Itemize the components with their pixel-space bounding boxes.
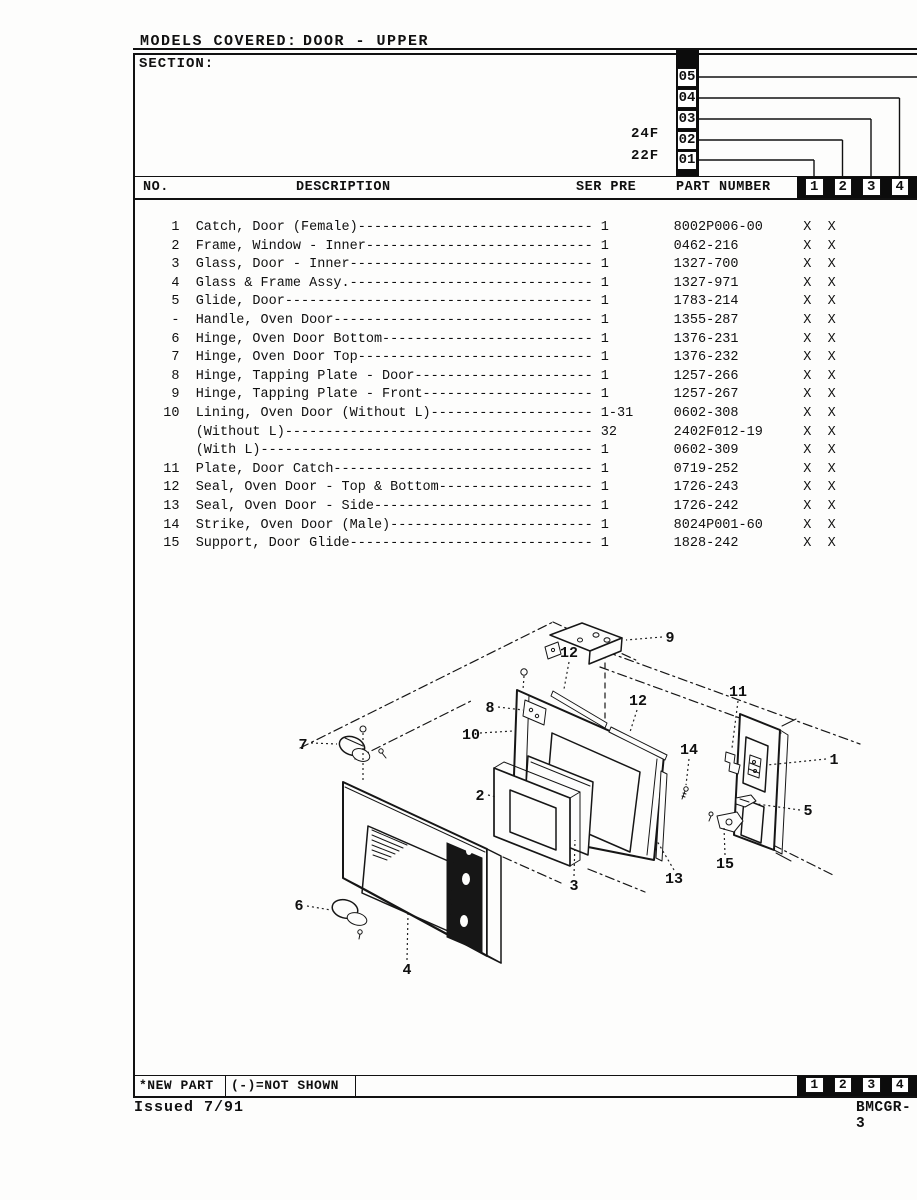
callout-leader-line [407, 914, 408, 960]
model-label-22f: 22F [631, 148, 660, 164]
doc-code: BMCGR-3 [856, 1100, 912, 1132]
diagram-callout-12: 12 [628, 693, 648, 710]
table-row: 6 Hinge, Oven Door Bottom-------------------------- 1 1376-231 X X [139, 331, 836, 347]
models-covered-label: MODELS COVERED: [140, 33, 298, 50]
legend-separator [355, 1076, 356, 1096]
table-row: 8 Hinge, Tapping Plate - Door---------------------- 1 1257-266 X X [139, 368, 836, 384]
parts-table [139, 219, 836, 554]
table-row: 2 Frame, Window - Inner---------------------------- 1 0462-216 X X [139, 238, 836, 254]
diagram-callout-9: 9 [665, 630, 675, 647]
table-row: 10 Lining, Oven Door (Without L)-------------------- 1-31 0602-308 X X [139, 405, 836, 421]
part-4-door-assembly [330, 726, 501, 963]
model-column-3: 3 [862, 178, 881, 196]
diagram-callout-3: 3 [569, 878, 579, 895]
callout-leader-line [307, 906, 331, 910]
diagram-callout-11: 11 [728, 684, 748, 701]
callout-leader-line [311, 743, 337, 744]
col-header-part-number: PART NUMBER [676, 180, 771, 195]
callout-leader-line [724, 827, 725, 855]
legend-new-part: *NEW PART [139, 1078, 214, 1093]
diagram-callout-5: 5 [803, 803, 813, 820]
section-tab-05: 05 [678, 69, 696, 85]
table-row: 1 Catch, Door (Female)----------------------------- 1 8002P006-00 X X [139, 220, 836, 235]
part-1-door-catch [748, 755, 761, 778]
table-row: 12 Seal, Oven Door - Top & Bottom------------------- 1 1726-243 X X [139, 480, 836, 496]
legend-model-column-2: 2 [834, 1077, 853, 1093]
models-covered-value: DOOR - UPPER [303, 33, 430, 50]
section-tab-04: 04 [678, 90, 696, 106]
model-column-2: 2 [834, 178, 853, 196]
table-row: (With L)----------------------------------------- 1 0602-309 X X [139, 443, 836, 459]
section-tab-02: 02 [678, 132, 696, 148]
diagram-callout-4: 4 [402, 962, 412, 979]
legend-separator [225, 1076, 226, 1096]
diagram-callout-14: 14 [679, 742, 699, 759]
table-row: 4 Glass & Frame Assy.------------------------------ 1 1327-971 X X [139, 275, 836, 291]
col-header-no: NO. [143, 180, 169, 195]
table-row: 15 Support, Door Glide------------------------------ 1 1828-242 X X [139, 536, 836, 552]
callout-leader-line [630, 710, 637, 732]
part-7-top-hinge [337, 726, 386, 781]
table-row: 7 Hinge, Oven Door Top----------------------------- 1 1376-232 X X [139, 350, 836, 366]
callout-leader-line [626, 637, 662, 640]
section-label: SECTION: [139, 56, 215, 72]
table-row: - Handle, Oven Door-------------------------------- 1 1355-287 X X [139, 312, 836, 328]
diagram-callout-2: 2 [475, 788, 485, 805]
col-header-ser-pre: SER PRE [576, 180, 637, 195]
part-6-bottom-hinge [330, 897, 368, 939]
legend-model-column-3: 3 [862, 1077, 881, 1093]
table-row: 3 Glass, Door - Inner------------------------------ 1 1327-700 X X [139, 257, 836, 273]
diagram-callout-13: 13 [664, 871, 684, 888]
section-tab-03: 03 [678, 111, 696, 127]
table-row: 9 Hinge, Tapping Plate - Front--------------------- 1 1257-267 X X [139, 387, 836, 403]
legend-model-column-1: 1 [805, 1077, 824, 1093]
legend-row [133, 1075, 917, 1098]
lining-pivot-pin [521, 669, 527, 675]
callout-leader-line [480, 731, 513, 733]
table-header-bottom-rule [133, 198, 917, 200]
issued-date: Issued 7/91 [134, 1099, 245, 1116]
part-9-bracket [545, 623, 622, 664]
col-header-description: DESCRIPTION [296, 180, 391, 195]
table-row: 14 Strike, Oven Door (Male)------------------------- 1 8024P001-60 X X [139, 517, 836, 533]
part-14-screw [682, 787, 688, 799]
diagram-callout-12: 12 [559, 645, 579, 662]
tab-leader-lines [699, 50, 917, 176]
diagram-callout-10: 10 [461, 727, 481, 744]
diagram-callout-1: 1 [829, 752, 839, 769]
legend-not-shown: (-)=NOT SHOWN [231, 1078, 339, 1093]
legend-model-column-4: 4 [891, 1077, 910, 1093]
exploded-view-diagram [133, 583, 917, 1073]
legend-model-strip [797, 1076, 917, 1096]
model-label-24f: 24F [631, 126, 660, 142]
table-row: 5 Glide, Door-------------------------------------- 1 1783-214 X X [139, 294, 836, 310]
section-tab-01: 01 [678, 152, 696, 168]
section-tab-strip [676, 50, 699, 176]
model-column-1: 1 [805, 178, 824, 196]
diagram-callout-8: 8 [485, 700, 495, 717]
table-row: 13 Seal, Oven Door - Side--------------------------- 1 1726-242 X X [139, 498, 836, 514]
model-column-header-strip [797, 177, 917, 198]
diagram-callout-7: 7 [298, 737, 308, 754]
callout-leader-line [564, 662, 569, 689]
model-column-4: 4 [891, 178, 910, 196]
callout-leader-line [686, 759, 689, 785]
callout-leader-line [732, 701, 738, 748]
diagram-callout-6: 6 [294, 898, 304, 915]
table-row: 11 Plate, Door Catch-------------------------------- 1 0719-252 X X [139, 461, 836, 477]
table-row: (Without L)-------------------------------------- 32 2402F012-19 X X [139, 424, 836, 440]
diagram-callout-15: 15 [715, 856, 735, 873]
cabinet-latch-panel [679, 714, 796, 861]
